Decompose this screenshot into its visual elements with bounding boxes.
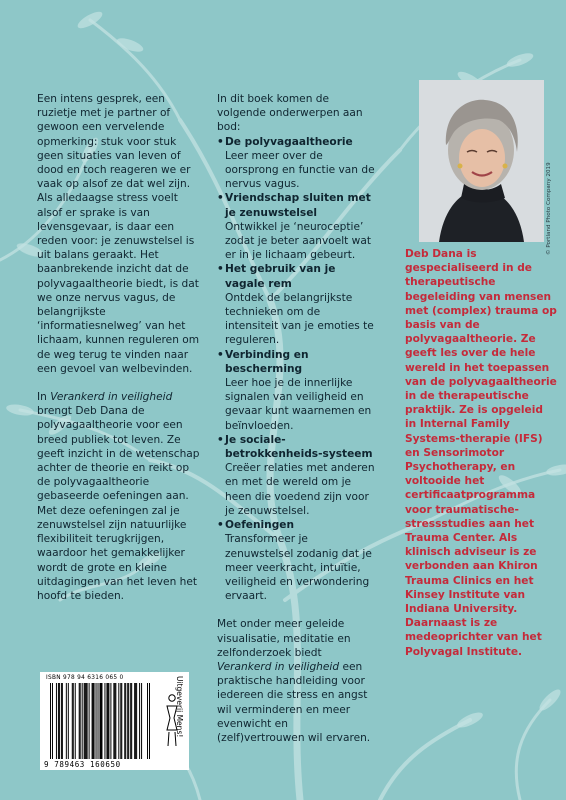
closing-paragraph bbox=[217, 617, 375, 745]
barcode-bar bbox=[139, 683, 140, 759]
barcode-bar bbox=[100, 683, 101, 759]
barcode-bar bbox=[113, 683, 114, 759]
barcode-bar bbox=[93, 683, 94, 759]
barcode-bar bbox=[101, 683, 102, 759]
description-paragraph-1: Een intens gesprek, een ruzietje met je partner of gewoon een vervelende opmerking: stuk voor stuk geen situaties van leven of dood en toch reageren we er vaak op alsof ze dat wel zijn. Als alledaagse stress voelt alsof er sprake is van levensgevaar, is daar een reden voor: je zenuwstelsel is uit balans geraakt. Het baanbrekende inzicht dat de polyvagaaltheorie biedt, is dat we onze nervus vagus, de belangrijkste ‘informatiesnelweg’ van het lichaam, kunnen reguleren om de weg terug te vinden naar een gevoel van welbevinden. bbox=[37, 93, 200, 375]
isbn-label: ISBN 978 94 6316 065 0 bbox=[46, 675, 124, 681]
barcode-bar bbox=[135, 683, 136, 759]
topics-intro: In dit boek komen de volgende onderwerpen aan bod: bbox=[217, 93, 363, 134]
topic-text: Transformeer je zenuwstelsel zodanig dat je meer veerkracht, intuïtie, veiligheid en verwondering ervaart. bbox=[225, 533, 372, 603]
barcode-bar bbox=[110, 683, 111, 759]
topic-item bbox=[217, 262, 375, 347]
topic-title: Je sociale-betrokkenheids-systeem bbox=[225, 433, 373, 461]
topic-title: Het gebruik van je vagale rem bbox=[225, 263, 336, 290]
barcode-bar bbox=[79, 683, 80, 759]
book-title-italic: Verankerd in veiligheid bbox=[217, 660, 340, 673]
topic-text: Ontdek de belangrijkste technieken om de intensiteit van je emoties te reguleren. bbox=[225, 291, 374, 347]
barcode-bar bbox=[124, 683, 125, 759]
closing-body: een praktische handleiding voor iedereen die stress en angst wil verminderen en meer evenwicht en (zelf)vertrouwen wil ervaren. bbox=[217, 660, 371, 744]
topic-title: Oefeningen bbox=[225, 519, 295, 532]
barcode-bar bbox=[115, 683, 116, 759]
barcode-bar bbox=[62, 683, 63, 759]
barcode-bar bbox=[94, 683, 95, 759]
topic-item bbox=[217, 191, 375, 262]
barcode-bar bbox=[87, 683, 88, 759]
barcode-bar bbox=[101, 683, 102, 759]
barcode-bar bbox=[92, 683, 93, 759]
topic-text: Leer meer over de oorsprong en functie van de nervus vagus. bbox=[225, 149, 375, 191]
book-title-italic: Verankerd in veiligheid bbox=[50, 391, 173, 404]
barcode-bar bbox=[84, 683, 85, 759]
author-bio: Deb Dana is gespecialiseerd in de therapeutische begeleiding van mensen met (complex) trauma op basis van de polyvagaaltheorie. Ze geeft les over de hele wereld in het toepassen van de polyvagaaltheorie in de therapeutische praktijk. Ze is opgeleid in Internal Family Systems-therapie (IFS) en Sensorimotor Psychotherapy, en voltooide het certificaatprogramma voor traumatische-stressstudies aan het Trauma Center. Als klinisch adviseur is ze verbonden aan Khiron Trauma Clinics en het Kinsey Institute van Indiana University. Daarnaast is ze medeoprichter van het Polyvagal Institute. bbox=[405, 248, 557, 658]
topic-item bbox=[217, 348, 375, 433]
barcode-bar bbox=[118, 683, 119, 759]
barcode-bar bbox=[50, 683, 51, 759]
barcode-bar bbox=[89, 683, 90, 759]
barcode-bar bbox=[149, 683, 150, 759]
description-paragraph-2 bbox=[37, 390, 202, 603]
barcode-bar bbox=[73, 683, 74, 759]
barcode-bar bbox=[56, 683, 57, 759]
barcode-bar bbox=[120, 683, 121, 759]
topic-title: De polyvagaaltheorie bbox=[225, 135, 353, 148]
barcode-bar bbox=[108, 683, 109, 759]
author-photo bbox=[419, 80, 544, 242]
topic-text: Leer hoe je de innerlijke signalen van veiligheid en gevaar kunt waarnemen en beïnvloeden. bbox=[225, 377, 372, 432]
barcode-bar bbox=[58, 683, 59, 759]
topic-item bbox=[217, 135, 375, 192]
barcode-bar bbox=[85, 683, 86, 759]
barcode-bar bbox=[107, 683, 108, 759]
barcode-bar bbox=[52, 683, 53, 759]
publisher-name: Uitgeverij Mens! bbox=[175, 676, 184, 738]
barcode-bar bbox=[86, 683, 87, 759]
barcode-bar bbox=[72, 683, 73, 759]
barcode-bar bbox=[75, 683, 76, 759]
barcode-bar bbox=[125, 683, 126, 759]
barcode-bar bbox=[68, 683, 69, 759]
photo-credit: © Portland Photo Company 2019 bbox=[546, 162, 552, 255]
barcode-bar bbox=[127, 683, 128, 759]
topic-title: Verbinding en bescherming bbox=[225, 348, 309, 375]
barcode-digits: 9 789463 160650 bbox=[44, 760, 121, 769]
barcode-bar bbox=[80, 683, 81, 759]
barcode-bar bbox=[59, 683, 60, 759]
barcode-bar bbox=[128, 683, 129, 759]
topic-title: Vriendschap sluiten met je zenuwstelsel bbox=[225, 192, 371, 219]
barcode bbox=[50, 683, 150, 759]
barcode-bar bbox=[96, 683, 97, 759]
closing-lead: Met onder meer geleide visualisatie, meditatie en zelfonderzoek biedt bbox=[217, 618, 351, 659]
publisher-mark bbox=[165, 672, 189, 770]
barcode-bar bbox=[131, 683, 132, 759]
barcode-bar bbox=[114, 683, 115, 759]
barcode-bar bbox=[130, 683, 131, 759]
topic-item bbox=[217, 433, 375, 518]
barcode-bar bbox=[147, 683, 148, 759]
barcode-bar bbox=[121, 683, 122, 759]
p2-body: brengt Deb Dana de polyvagaaltheorie voor een breed publiek tot leven. Ze geeft inzicht in de wetenschap achter de theorie en reikt op de polyvagaaltheorie gebaseerde oefeningen aan. Met deze oefeningen zal je zenuwstelsel zijn natuurlijke flexibiliteit terugkrijgen, waardoor het gemakkelijker wordt de grote en kleine uitdagingen van het leven het hoofd te bieden. bbox=[37, 405, 200, 602]
topics-list bbox=[217, 135, 375, 604]
barcode-bar bbox=[61, 683, 62, 759]
topic-text: Ontwikkel je ‘neuroceptie’ zodat je beter aanvoelt wat er in je lichaam gebeurt. bbox=[225, 220, 371, 262]
barcode-bar bbox=[82, 683, 83, 759]
barcode-bar bbox=[106, 683, 107, 759]
barcode-bar bbox=[136, 683, 137, 759]
barcode-bar bbox=[141, 683, 142, 759]
barcode-bar bbox=[104, 683, 105, 759]
p2-lead: In bbox=[37, 391, 51, 404]
barcode-bar bbox=[98, 683, 99, 759]
topic-text: Creëer relaties met anderen en met de wereld om je heen die voedend zijn voor je zenuwstelsel. bbox=[225, 462, 375, 517]
topics-column bbox=[217, 92, 375, 745]
barcode-bar bbox=[134, 683, 135, 759]
topic-item bbox=[217, 518, 375, 603]
barcode-panel bbox=[40, 672, 189, 770]
barcode-bar bbox=[66, 683, 67, 759]
description-column bbox=[37, 92, 202, 603]
